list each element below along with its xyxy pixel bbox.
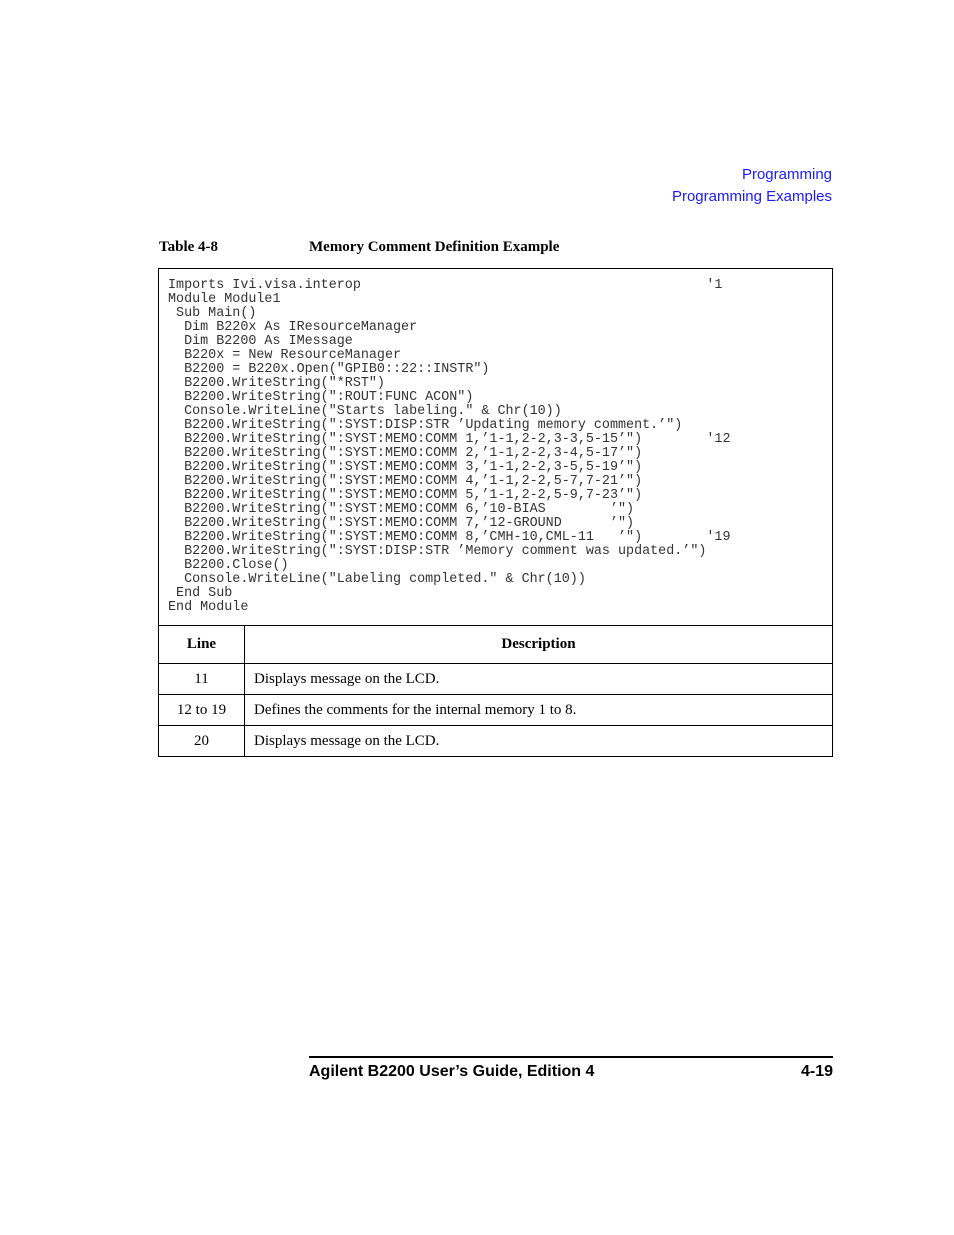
- code-line: B2200.WriteString(":SYST:MEMO:COMM 8,’CMH-10,CML-11 ’") '19: [168, 530, 731, 545]
- row-description: Defines the comments for the internal memory 1 to 8.: [245, 695, 833, 726]
- code-line: Console.WriteLine("Starts labeling." & Chr(10)): [168, 404, 562, 419]
- column-header-line: Line: [159, 626, 245, 664]
- code-line: B2200.WriteString(":SYST:DISP:STR ’Memory comment was updated.’"): [168, 544, 707, 559]
- code-line: Console.WriteLine("Labeling completed." & Chr(10)): [168, 572, 586, 587]
- row-line: 20: [159, 726, 245, 757]
- link-programming[interactable]: Programming: [741, 166, 832, 183]
- code-line: End Module: [168, 600, 249, 615]
- code-line: B2200.Close(): [168, 558, 289, 573]
- code-line: Module Module1: [168, 292, 281, 307]
- row-line: 11: [159, 664, 245, 695]
- table-caption: [159, 239, 559, 256]
- row-description: Displays message on the LCD.: [245, 664, 833, 695]
- row-line: 12 to 19: [159, 695, 245, 726]
- code-block: [159, 269, 832, 615]
- code-cell: [159, 269, 833, 626]
- code-line: B2200.WriteString(":SYST:DISP:STR ’Updating memory comment.’"): [168, 418, 683, 433]
- table-title: Memory Comment Definition Example: [309, 239, 560, 255]
- table-row: [159, 695, 833, 726]
- code-line: B2200.WriteString(":SYST:MEMO:COMM 5,’1-1,2-2,5-9,7-23’"): [168, 488, 643, 503]
- link-programming-examples[interactable]: Programming Examples: [671, 188, 832, 205]
- code-line: B2200.WriteString(":SYST:MEMO:COMM 1,’1-1,2-2,3-3,5-15’") '12: [168, 432, 731, 447]
- table-header-row: [159, 626, 833, 664]
- column-header-description: Description: [245, 626, 833, 664]
- code-line: B2200.WriteString(":SYST:MEMO:COMM 4,’1-1,2-2,5-7,7-21’"): [168, 474, 643, 489]
- code-line: B2200.WriteString(":SYST:MEMO:COMM 7,’12-GROUND ’"): [168, 516, 635, 531]
- table-row: [159, 664, 833, 695]
- code-line: B220x = New ResourceManager: [168, 348, 402, 363]
- page-number: 4-19: [800, 1063, 833, 1080]
- footer-rule: [309, 1056, 833, 1058]
- code-line: Sub Main(): [168, 306, 257, 321]
- table-number: Table 4-8: [159, 239, 219, 255]
- code-line: Dim B220x As IResourceManager: [168, 320, 418, 335]
- table-row: [159, 726, 833, 757]
- code-line: Imports Ivi.visa.interop '1: [168, 278, 723, 293]
- code-line: B2200.WriteString(":SYST:MEMO:COMM 6,’10-BIAS ’"): [168, 502, 635, 517]
- code-line: B2200 = B220x.Open("GPIB0::22::INSTR"): [168, 362, 490, 377]
- code-line: B2200.WriteString(":ROUT:FUNC ACON"): [168, 390, 474, 405]
- code-line: End Sub: [168, 586, 233, 601]
- code-line: B2200.WriteString("*RST"): [168, 376, 385, 391]
- code-line: B2200.WriteString(":SYST:MEMO:COMM 3,’1-1,2-2,3-5,5-19’"): [168, 460, 643, 475]
- code-line: B2200.WriteString(":SYST:MEMO:COMM 2,’1-1,2-2,3-4,5-17’"): [168, 446, 643, 461]
- code-line: Dim B2200 As IMessage: [168, 334, 353, 349]
- row-description: Displays message on the LCD.: [245, 726, 833, 757]
- footer-title: Agilent B2200 User’s Guide, Edition 4: [309, 1063, 595, 1080]
- code-example-table: [158, 268, 833, 757]
- header-links: [672, 164, 832, 208]
